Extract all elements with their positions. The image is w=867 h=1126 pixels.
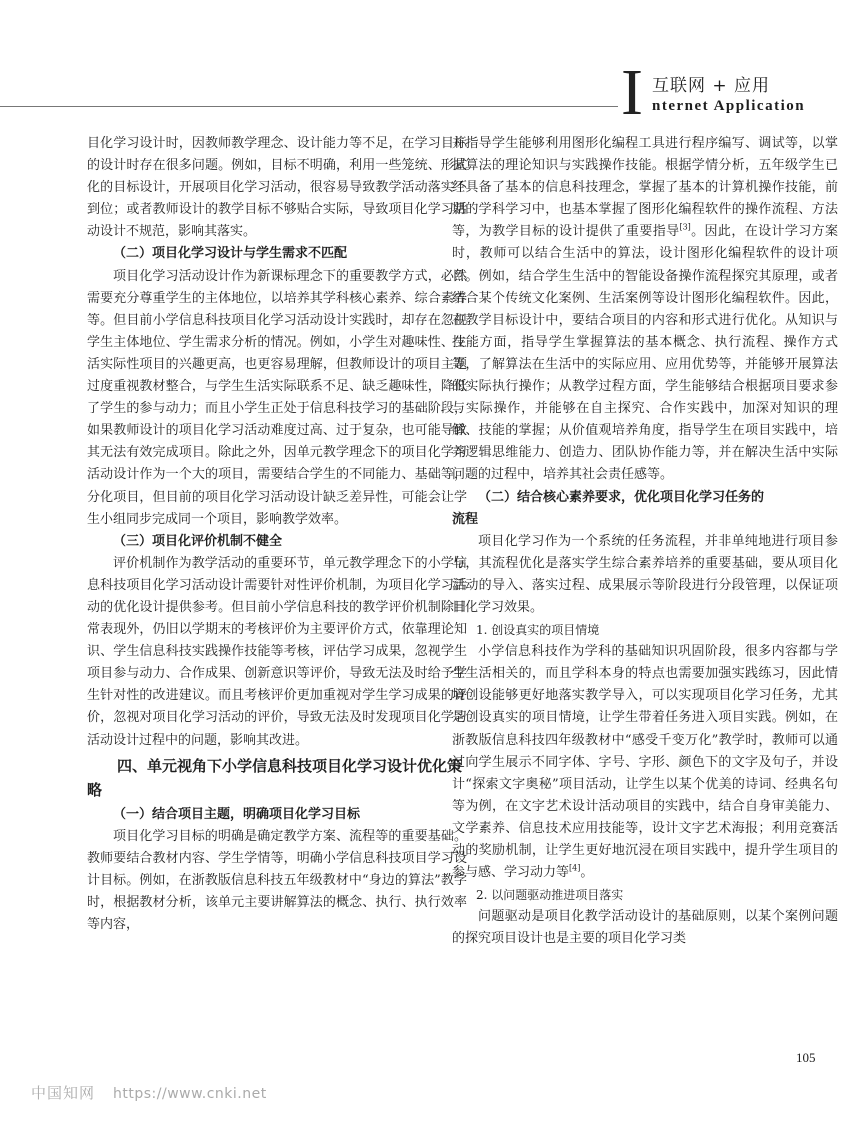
paragraph (452, 641, 838, 884)
watermark-url: https://www.cnki.net (113, 1086, 267, 1102)
paragraph: 项目化学习作为一个系统的任务流程，并非单纯地进行项目参与，其流程优化是落实学生综合素养培养的重要基础，要从项目化活动的导入、落实过程、成果展示等阶段进行分段管理，以保证项目化学习效果。 (452, 533, 838, 615)
paragraph: 项目化学习活动设计作为新课标理念下的重要教学方式，必然需要充分尊重学生的主体地位，以培养其学科核心素养、综合素养等。但目前小学信息科技项目化学习活动设计实践时，却存在忽视学生主体地位、学生需求分析的情况。例如，小学生对趣味性、生活实际性项目的兴趣更高，也更容易理解，但教师设计的项目主题过度重视教材整合，与学生生活实际联系不足、缺乏趣味性，降低了学生的参与动力；而且小学生正处于信息科技学习的基础阶段，如果教师设计的项目化学习活动难度过高、过于复杂，也可能导致其无法有效完成项目。除此之外，因单元教学理念下的项目化学习活动设计作为一个大的项目，需要结合学生的不同能力、基础等，分化项目，但目前的项目化学习活动设计缺乏差异性，可能会让学生小组同步完成同一个项目，影响教学效率。 (87, 268, 467, 527)
paragraph: 评价机制作为教学活动的重要环节，单元教学理念下的小学信息科技项目化学习活动设计需要针对性评价机制，为项目化学习活动的优化设计提供参考。但目前小学信息科技的教学评价机制除日常表现外，仍旧以学期末的考核评价为主要评价方式，依靠理论知识、学生信息科技实践操作技能等考核，评估学习成果，忽视学生项目参与动力、合作成果、创新意识等评价，导致无法及时给予学生针对性的改进建议。而且考核评价更加重视对学生学习成果的评价，忽视对项目化学习活动的评价，导致无法及时发现项目化学习活动设计过程中的问题，影响其改进。 (87, 555, 467, 748)
watermark (31, 1082, 267, 1103)
left-column (87, 133, 467, 936)
header-title-cn: 互联网 + 应用 (652, 76, 771, 96)
page-number: 105 (796, 1050, 816, 1065)
paragraph: 问题驱动是项目化教学活动设计的基础原则，以某个案例问题的探究项目设计也是主要的项目化学习类 (452, 909, 838, 947)
paragraph-text: 。因此，在设计学习方案时，教师可以结合生活中的算法，设计图形化编程软件的设计项目。例如，结合学生生活中的智能设备操作流程探究其原理，或者结合某个传统文化案例、生活案例等设计图形化编程软件。因此，在教学目标设计中，要结合项目的内容和形式进行优化。从知识与技能方面，指导学生掌握算法的基本概念、执行流程、操作方式等，了解算法在生活中的实际应用、应用优势等，并能够开展算法的实际执行操作；从教学过程方面，学生能够结合根据项目要求参与实际操作，并能够在自主探究、合作实践中，加深对知识的理解、技能的掌握；从价值观培养角度，指导学生在项目实践中，培养逻辑思维能力、创造力、团队协作能力等，并在解决生活中实际问题的过程中，培养其社会责任感等。 (452, 224, 838, 483)
subsection-heading: 2. 以问题驱动推进项目落实 (476, 888, 624, 903)
section-heading: （二）项目化学习设计与学生需求不匹配 (113, 246, 348, 262)
watermark-cn: 中国知网 (31, 1084, 96, 1102)
header-initial: I (621, 56, 643, 129)
paragraph: 目化学习设计时，因教师教学理念、设计能力等不足，在学习目标的设计时存在很多问题。例如，目标不明确，利用一些笼统、形式化的目标设计，开展项目化学习活动，很容易导致教学活动落实不到位；或者教师设计的教学目标不够贴合实际，导致项目化学习活动设计不规范，影响其落实。 (87, 136, 467, 240)
section-heading (452, 487, 838, 531)
citation: [4] (569, 863, 581, 873)
paragraph: 项目化学习目标的明确是确定教学方案、流程等的重要基础。教师要结合教材内容、学生学情等，明确小学信息科技项目学习设计目标。例如，在浙教版信息科技五年级教材中“身边的算法”教学时，根据教材分析，该单元主要讲解算法的概念、执行、执行效率等内容， (87, 828, 467, 933)
right-column (452, 133, 838, 950)
heading-line: 流程 (452, 511, 479, 527)
section-heading: （一）结合项目主题，明确项目化学习目标 (113, 806, 361, 822)
header-title-en: nternet Application (652, 98, 806, 114)
paragraph-text: 。 (580, 865, 594, 881)
paragraph-text: 并指导学生能够利用图形化编程工具进行程序编写、调试等，以掌握算法的理论知识与实践操作技能。根据学情分析，五年级学生已经具备了基本的信息科技理念，掌握了基本的计算机操作技能，前期的学科学习中，也基本掌握了图形化编程软件的操作流程、方法等，为教学目标的设计提供了重要指导 (452, 136, 838, 240)
subsection-heading: 1. 创设真实的项目情境 (476, 623, 600, 638)
header-rule (0, 106, 618, 107)
paragraph-text: 小学信息科技作为学科的基础知识巩固阶段，很多内容都与学生生活相关的，而且学科本身的特点也需要加强实践练习，因此情境创设能够更好地落实教学导入，可以实现项目化学习任务，尤其是创设真实的项目情境，让学生带着任务进入项目实践。例如，在浙教版信息科技四年级教材中“感受千变万化”教学时，教师可以通过向学生展示不同字体、字号、字形、颜色下的文字及句子，并设计“探索文字奥秘”项目活动，让学生以某个优美的诗词、经典名句等为例，在文字艺术设计活动项目的实践中，结合自身审美能力、文学素养、信息技术应用技能等，设计文字艺术海报；利用竞赛活动的奖励机制，让学生更好地沉浸在项目实践中，提升学生项目的参与感、学习动力等 (452, 644, 838, 881)
paragraph (452, 133, 838, 487)
heading-line: （二）结合核心素养要求，优化项目化学习任务的 (478, 489, 765, 505)
citation: [3] (679, 223, 691, 233)
section-heading: （三）项目化评价机制不健全 (113, 533, 283, 549)
chapter-heading: 四、单元视角下小学信息科技项目化学习设计优化策略 (87, 756, 463, 799)
